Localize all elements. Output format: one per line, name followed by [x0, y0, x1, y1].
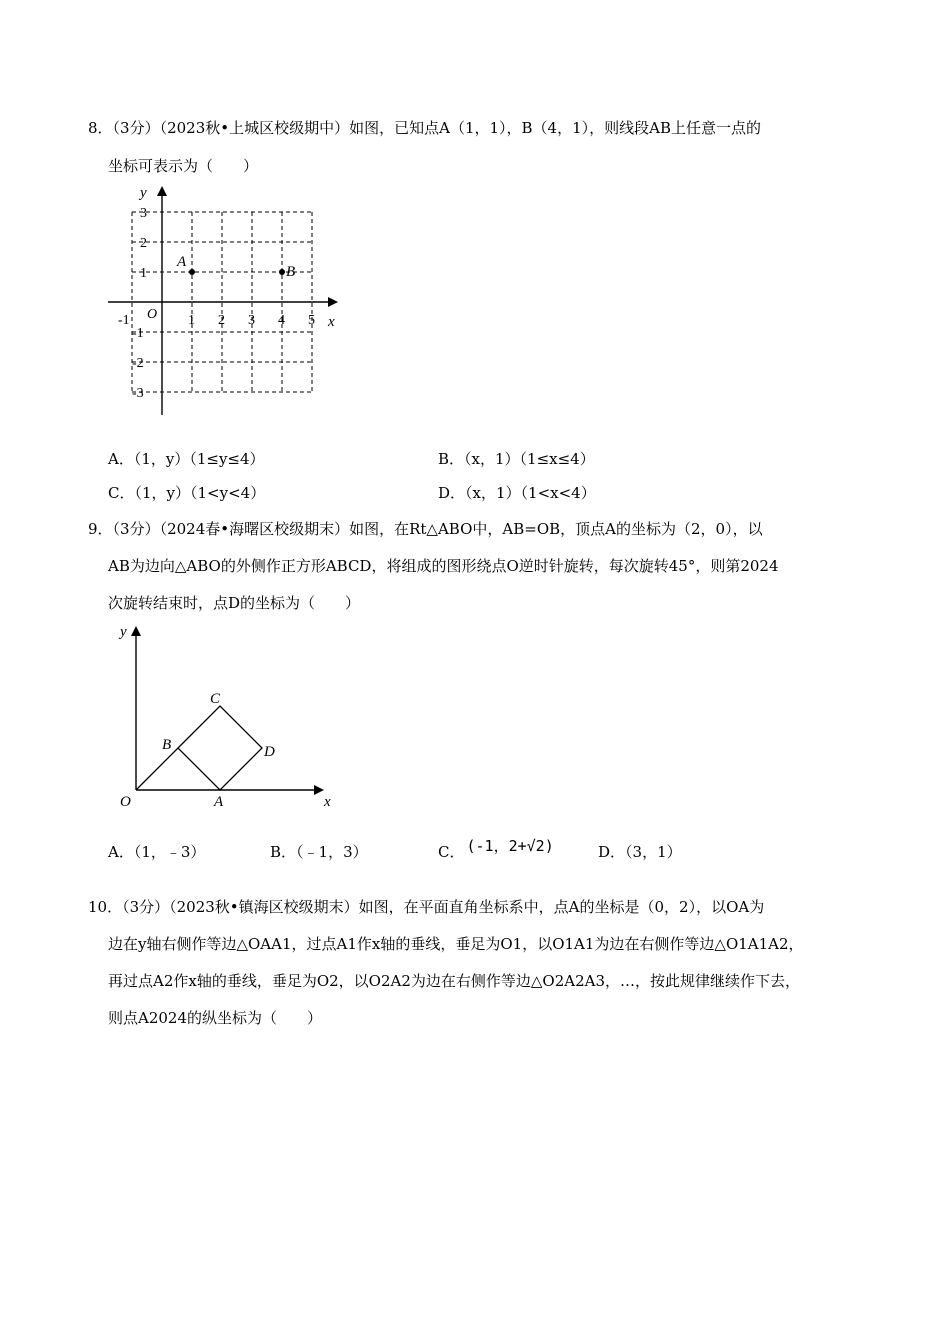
q10-stem-line-3: 再过点A2作x轴的垂线，垂足为O2，以O2A2为边在右侧作等边△O2A2A3，…，按此规律继续作下去， — [108, 972, 801, 990]
q8-option-c[interactable]: C．（1，y）（1<y<4） — [108, 484, 266, 502]
q9-option-c[interactable] — [438, 837, 554, 862]
q8-stem-line-1: 8．（3分）（2023秋•上城区校级期中）如图，已知点A（1，1），B（4，1），则线段AB上任意一点的 — [88, 119, 761, 137]
q9-y-axis-label: y — [120, 624, 127, 640]
q8-x-tick: 3 — [248, 313, 255, 328]
q9-point-b-label: B — [162, 737, 172, 753]
q9-point-a-label: A — [214, 794, 224, 810]
q8-y-axis-arrow-icon — [157, 186, 167, 196]
q9-x-axis-label: x — [324, 794, 331, 810]
q9-point-d-label: D — [264, 744, 275, 760]
q9-figure — [100, 618, 340, 818]
q9-y-axis-arrow-icon — [131, 626, 141, 636]
q9-option-d[interactable]: D．（3，1） — [598, 843, 682, 861]
q8-y-axis-label: y — [140, 185, 147, 201]
q9-shape — [136, 706, 262, 790]
q9-stem-line-1: 9．（3分）（2024春•海曙区校级期末）如图，在Rt△ABO中，AB=OB，顶点A的坐标为（2，0），以 — [88, 520, 763, 538]
q9-stem-line-2: AB为边向△ABO的外侧作正方形ABCD，将组成的图形绕点O逆时针旋转，每次旋转45°，则第2024 — [108, 557, 779, 575]
q10-stem-line-2: 边在y轴右侧作等边△OAA1，过点A1作x轴的垂线，垂足为O1，以O1A1为边在右侧作等边△O1A1A2， — [108, 935, 804, 953]
q8-option-a[interactable]: A．（1，y）（1≤y≤4） — [108, 450, 265, 468]
q8-option-d[interactable]: D．（x，1）（1<x<4） — [438, 484, 596, 502]
q8-y-tick: -1 — [132, 326, 144, 341]
q8-x-tick: 5 — [308, 313, 315, 328]
q8-y-tick: 2 — [140, 236, 147, 251]
q10-stem-line-1: 10．（3分）（2023秋•镇海区校级期末）如图，在平面直角坐标系中，点A的坐标是（0，2），以OA为 — [88, 898, 765, 916]
q8-point-b — [279, 269, 285, 275]
q9-origin-label: O — [120, 794, 131, 810]
q8-point-b-label: B — [286, 264, 296, 280]
q8-x-tick: 4 — [278, 313, 285, 328]
q8-x-axis-label: x — [328, 314, 335, 330]
q8-option-b[interactable]: B．（x，1）（1≤x≤4） — [438, 450, 595, 468]
q8-stem-line-2: 坐标可表示为（ ） — [108, 157, 259, 175]
q9-option-c-value: (-1，2+√2) — [466, 837, 554, 855]
q8-figure — [100, 180, 340, 415]
q8-x-tick: -1 — [118, 313, 130, 328]
q8-point-a-label: A — [177, 254, 187, 270]
q8-x-axis-arrow-icon — [328, 297, 338, 307]
q10-stem-line-4: 则点A2024的纵坐标为（ ） — [108, 1009, 323, 1027]
q8-point-a — [189, 269, 195, 275]
q9-option-c-label: C． — [438, 843, 465, 861]
q8-y-tick: 3 — [140, 206, 147, 221]
q9-x-axis-arrow-icon — [314, 785, 324, 795]
q8-y-tick: 1 — [140, 266, 147, 281]
q8-x-tick: 2 — [218, 313, 225, 328]
q8-y-tick: -3 — [132, 386, 144, 401]
q9-option-b[interactable]: B．（﹣1，3） — [270, 843, 368, 861]
q8-y-tick: -2 — [132, 356, 144, 371]
q8-x-tick: 1 — [188, 313, 195, 328]
q8-origin-label: O — [147, 307, 158, 322]
q9-option-a[interactable]: A．（1，﹣3） — [108, 843, 206, 861]
q9-stem-line-3: 次旋转结束时，点D的坐标为（ ） — [108, 594, 361, 612]
q9-point-c-label: C — [210, 691, 221, 707]
